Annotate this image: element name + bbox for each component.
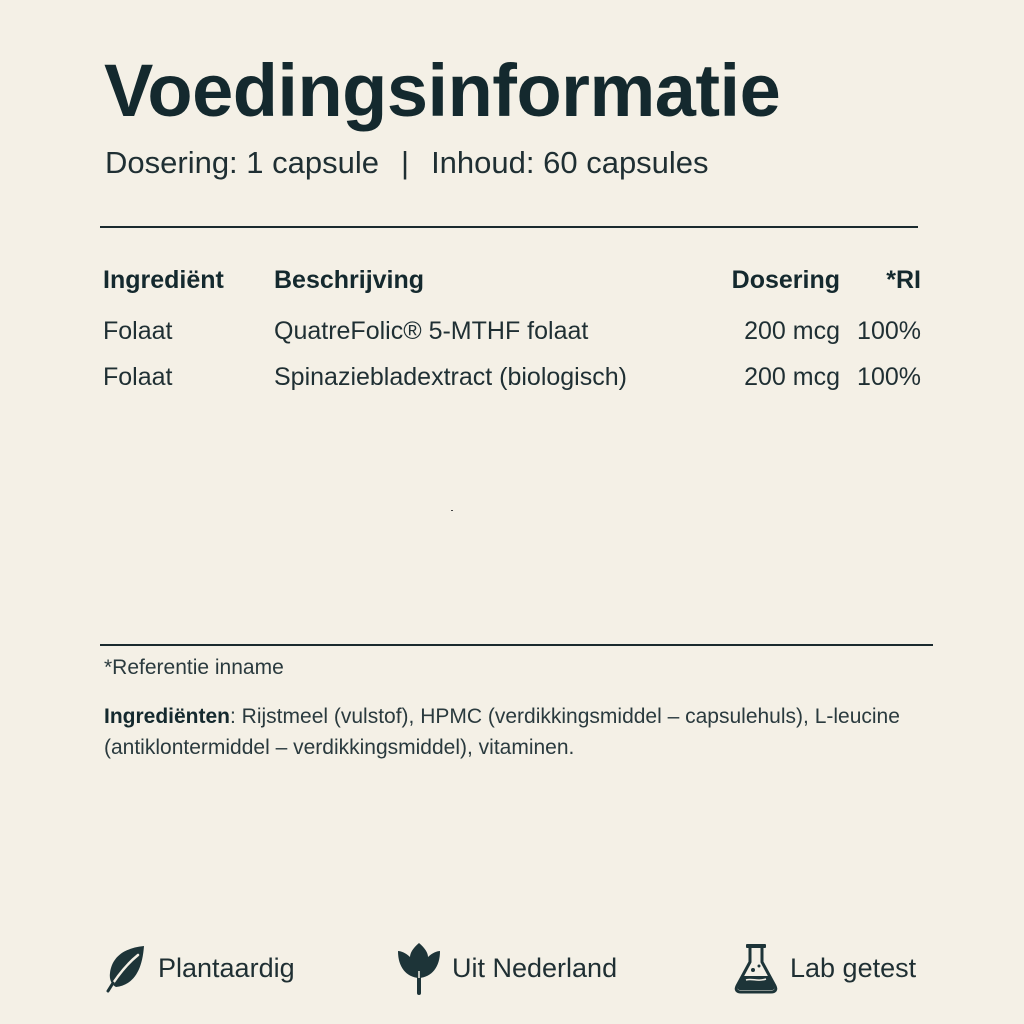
content-text: Inhoud: 60 capsules [431, 145, 709, 180]
ingredients-label: Ingrediënten [104, 705, 231, 728]
dosage-summary [105, 144, 709, 181]
stray-dot [451, 510, 453, 511]
badge-lab-tested [734, 940, 916, 996]
cell-ri: 100% [857, 316, 921, 345]
page-title: Voedingsinformatie [104, 49, 781, 132]
flask-icon [734, 942, 780, 994]
header-ingredient: Ingrediënt [103, 265, 224, 294]
table-row [103, 354, 921, 400]
leaf-icon [104, 943, 148, 993]
badge-from-netherlands [396, 940, 617, 996]
cell-ri: 100% [857, 362, 921, 391]
ingredients-list [104, 701, 934, 763]
table-row [103, 308, 921, 354]
header-dosage: Dosering [731, 265, 840, 294]
footnote: *Referentie inname [104, 656, 284, 679]
divider-top [100, 226, 918, 228]
badge-label: Uit Nederland [452, 952, 618, 983]
table-header-row [103, 262, 921, 308]
header-ri: *RI [886, 265, 921, 294]
cell-ingredient: Folaat [103, 362, 173, 391]
cell-dosage: 200 mcg [744, 362, 840, 391]
cell-description: QuatreFolic® 5-MTHF folaat [274, 316, 589, 345]
dosage-text: Dosering: 1 capsule [105, 145, 379, 180]
separator: | [401, 145, 410, 180]
tulip-icon [396, 941, 442, 995]
badge-plant-based [104, 940, 295, 996]
nutrition-table [103, 262, 921, 400]
badge-label: Lab getest [790, 952, 917, 983]
divider-bottom [100, 644, 933, 646]
cell-dosage: 200 mcg [744, 316, 840, 345]
badge-label: Plantaardig [158, 952, 295, 983]
cell-description: Spinaziebladextract (biologisch) [274, 362, 627, 391]
header-description: Beschrijving [274, 265, 425, 294]
cell-ingredient: Folaat [103, 316, 173, 345]
ingredients-text: : Rijstmeel (vulstof), HPMC (verdikkingsmiddel – capsulehuls), L-leucine (antiklontermiddel – verdikkingsmiddel), vitaminen. [104, 705, 900, 759]
